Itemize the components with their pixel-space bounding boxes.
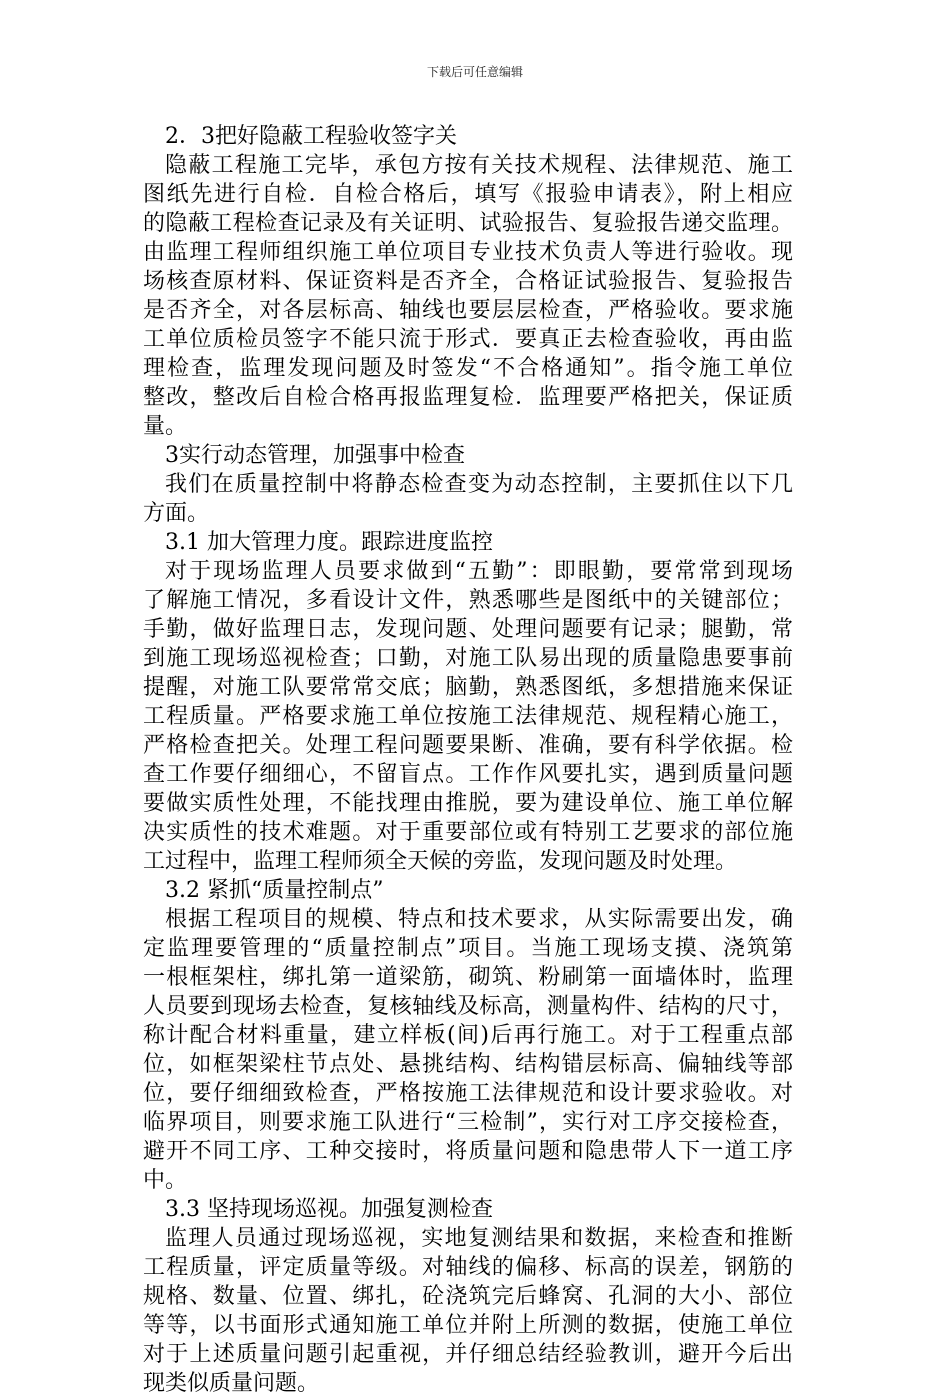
text-line: 根据工程项目的规模、特点和技术要求，从实际需要出发，确 xyxy=(165,907,793,932)
text-line: 是否齐全，对各层标高、轴线也要层层检查，严格验收。要求施 xyxy=(143,298,793,323)
text-line: 的隐蔽工程检查记录及有关证明、试验报告、复验报告递交监理。 xyxy=(143,211,793,236)
text-line: 查工作要仔细细心，不留盲点。工作作风要扎实，遇到质量问题 xyxy=(143,762,793,787)
text-line: 我们在质量控制中将静态检查变为动态控制，主要抓住以下几 xyxy=(165,472,793,497)
text-line: 工过程中，监理工程师须全天候的旁监，发现问题及时处理。 xyxy=(143,849,738,874)
text-line: 场核查原材料、保证资料是否齐全，合格证试验报告、复验报告 xyxy=(143,269,793,294)
text-line: 避开不同工序、工种交接时，将质量问题和隐患带人下一道工序 xyxy=(143,1139,793,1164)
text-line: 手勤，做好监理日志，发现问题、处理问题要有记录；腿勤，常 xyxy=(143,617,793,642)
text-line: 3.1 加大管理力度。跟踪进度监控 xyxy=(165,530,493,555)
text-line: 中。 xyxy=(143,1168,188,1193)
text-line: 现类似质量问题。 xyxy=(143,1371,320,1396)
text-line: 位，要仔细细致检查，严格按施工法律规范和设计要求验收。对 xyxy=(143,1081,793,1106)
text-line: 3.3 坚持现场巡视。加强复测检查 xyxy=(165,1197,493,1222)
text-line: 对于现场监理人员要求做到“五勤”：即眼勤，要常常到现场 xyxy=(165,559,793,584)
text-line: 等等，以书面形式通知施工单位并附上所测的数据，使施工单位 xyxy=(143,1313,793,1338)
text-line: 3.2 紧抓“质量控制点” xyxy=(165,878,384,903)
text-line: 提醒，对施工队要常常交底；脑勤，熟悉图纸，多想措施来保证 xyxy=(143,675,793,700)
text-line: 决实质性的技术难题。对于重要部位或有特别工艺要求的部位施 xyxy=(143,820,793,845)
text-line: 一根框架柱，绑扎第一道梁筋，砌筑、粉刷第一面墙体时，监理 xyxy=(143,965,793,990)
text-line: 严格检查把关。处理工程问题要果断、准确，要有科学依据。检 xyxy=(143,733,793,758)
text-line: 量。 xyxy=(143,414,188,439)
text-line: 人员要到现场去检查，复核轴线及标高，测量构件、结构的尺寸， xyxy=(143,994,793,1019)
text-line: 3实行动态管理，加强事中检查 xyxy=(165,443,465,468)
text-line: 隐蔽工程施工完毕，承包方按有关技术规程、法律规范、施工 xyxy=(165,153,793,178)
page-header-note: 下载后可任意编辑 xyxy=(426,65,523,79)
text-line: 2．3把好隐蔽工程验收签字关 xyxy=(165,124,457,149)
text-line: 了解施工情况，多看设计文件，熟悉哪些是图纸中的关键部位； xyxy=(143,588,793,613)
text-line: 监理人员通过现场巡视，实地复测结果和数据，来检查和推断 xyxy=(165,1226,793,1251)
text-line: 工程质量。严格要求施工单位按施工法律规范、规程精心施工， xyxy=(143,704,793,729)
text-line: 图纸先进行自检．自检合格后，填写《报验申请表》，附上相应 xyxy=(143,182,793,207)
text-line: 工程质量，评定质量等级。对轴线的偏移、标高的误差，钢筋的 xyxy=(143,1255,793,1280)
text-line: 到施工现场巡视检查；口勤，对施工队易出现的质量隐患要事前 xyxy=(143,646,793,671)
text-line: 整改，整改后自检合格再报监理复检．监理要严格把关，保证质 xyxy=(143,385,793,410)
text-line: 临界项目，则要求施工队进行“三检制”，实行对工序交接检查， xyxy=(143,1110,793,1135)
text-line: 定监理要管理的“质量控制点”项目。当施工现场支摸、浇筑第 xyxy=(143,936,793,961)
text-line: 要做实质性处理，不能找理由推脱，要为建设单位、施工单位解 xyxy=(143,791,793,816)
text-line: 工单位质检员签字不能只流于形式．要真正去检查验收，再由监 xyxy=(143,327,793,352)
text-line: 称计配合材料重量，建立样板(间)后再行施工。对于工程重点部 xyxy=(143,1023,793,1048)
text-line: 方面。 xyxy=(143,501,210,526)
text-line: 位，如框架梁柱节点处、悬挑结构、结构错层标高、偏轴线等部 xyxy=(143,1052,793,1077)
text-line: 理检查，监理发现问题及时签发“不合格通知”。指令施工单位 xyxy=(143,356,793,381)
text-line: 对于上述质量问题引起重视，并仔细总结经验教训，避开今后出 xyxy=(143,1342,793,1367)
text-line: 规格、数量、位置、绑扎，砼浇筑完后蜂窝、孔洞的大小、部位 xyxy=(143,1284,793,1309)
text-line: 由监理工程师组织施工单位项目专业技术负责人等进行验收。现 xyxy=(143,240,793,265)
document-body xyxy=(143,122,793,1398)
